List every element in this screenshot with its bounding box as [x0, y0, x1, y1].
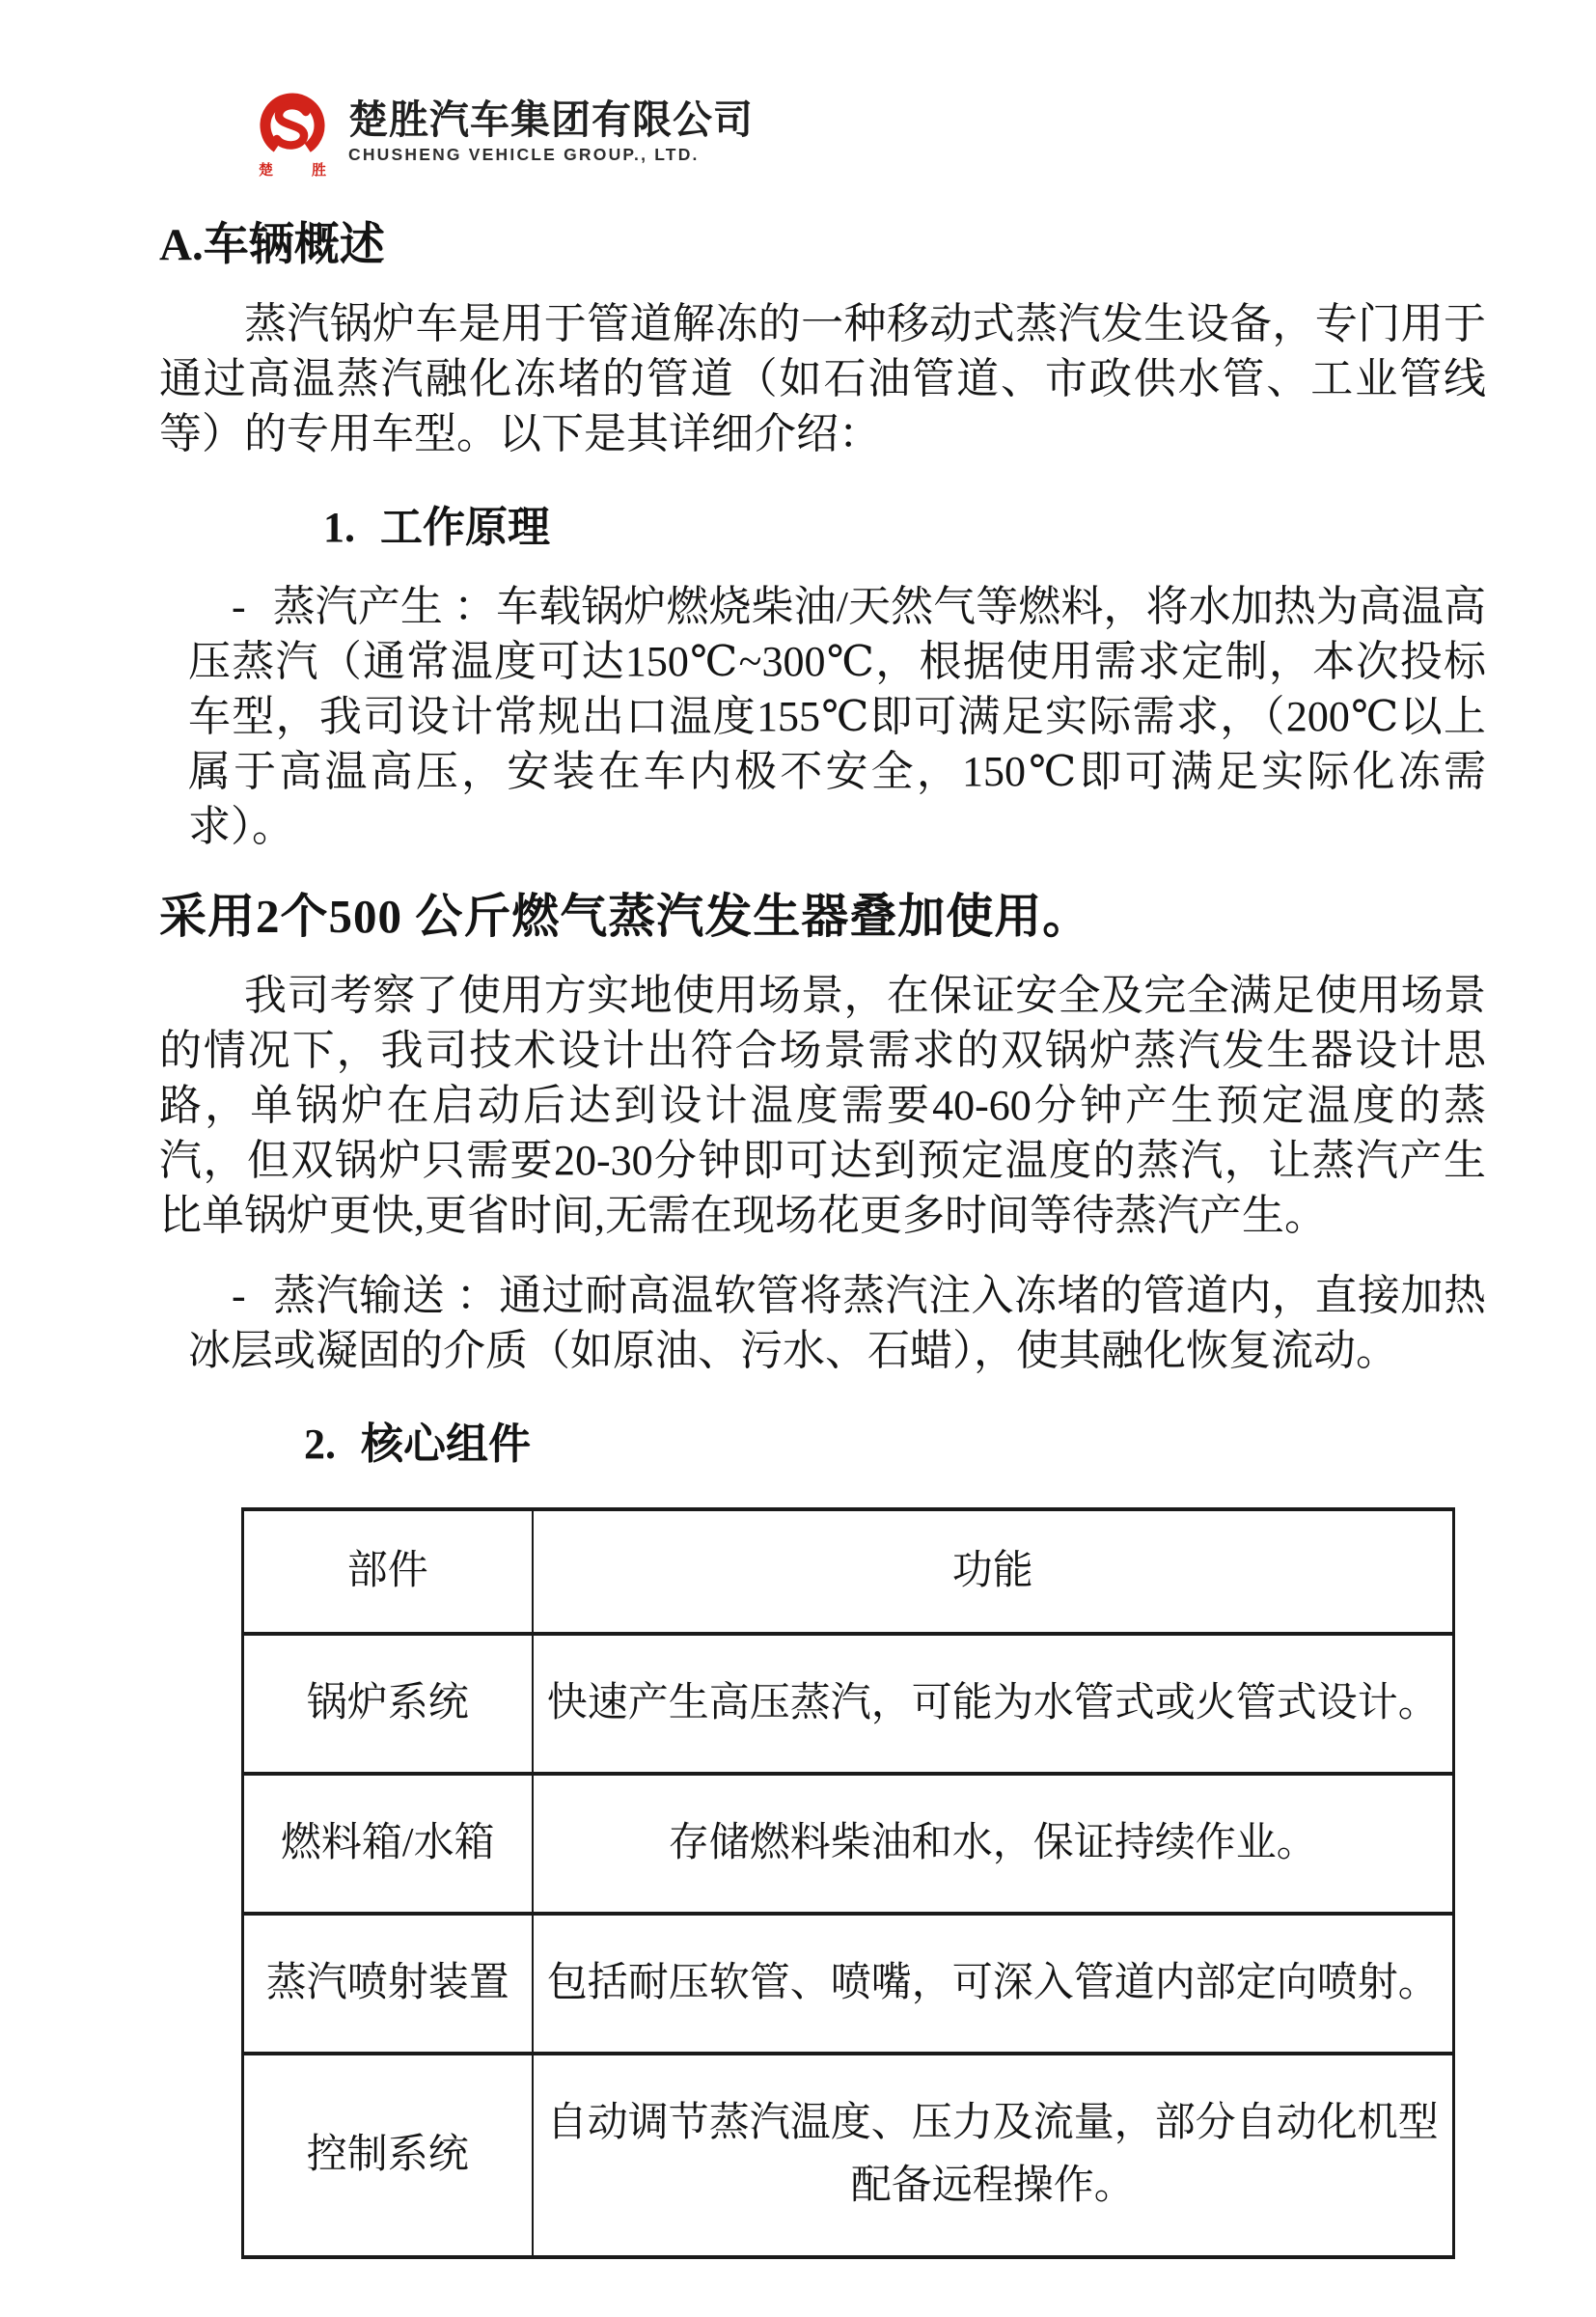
scenario-paragraph: 我司考察了使用方实地使用场景，在保证安全及完全满足使用场景的情况下，我司技术设计出符合场景需求的双锅炉蒸汽发生器设计思路，单锅炉在启动后达到设计温度需要40-60分钟产生预定温度的蒸汽，但双锅炉只需要20-30分钟即可达到预定温度的蒸汽，让蒸汽产生比单锅炉更快,更省时间,无需在现场花更多时间等待蒸汽产生。 [159, 972, 1486, 1239]
logo-text [348, 89, 754, 165]
section-2-title: 核心组件 [361, 1421, 531, 1468]
bullet-dash: - [232, 583, 246, 630]
table-row [243, 2054, 1454, 2256]
section-a-heading: A.车辆概述 [159, 220, 385, 270]
table-header-row [243, 1509, 1454, 1634]
emphasis-heading: 采用2个500 公斤燃气蒸汽发生器叠加使用。 [159, 890, 1091, 943]
logo-mark-char-right: 胜 [311, 163, 326, 179]
intro-paragraph: 蒸汽锅炉车是用于管道解冻的一种移动式蒸汽发生设备，专门用于通过高温蒸汽融化冻堵的管道（如石油管道、市政供水管、工业管线等）的专用车型。以下是其详细介绍： [159, 300, 1486, 457]
table-body [243, 1634, 1454, 2256]
logo-ring-icon [254, 89, 331, 164]
company-name-cn: 楚胜汽车集团有限公司 [348, 97, 754, 142]
function-cell: 存储燃料柴油和水，保证持续作业。 [533, 1774, 1454, 1914]
function-cell: 包括耐压软管、喷嘴，可深入管道内部定向喷射。 [533, 1914, 1454, 2054]
component-cell: 锅炉系统 [243, 1634, 533, 1774]
section-1-title: 工作原理 [380, 504, 550, 551]
section-1-number: 1. [323, 504, 355, 551]
component-cell: 控制系统 [243, 2054, 533, 2256]
table-header-component: 部件 [243, 1509, 533, 1634]
bullet-steam-delivery-text: 蒸汽输送 ：通过耐高温软管将蒸汽注入冻堵的管道内，直接加热冰层或凝固的介质（如原油、污水、石蜡），使其融化恢复流动。 [188, 1272, 1486, 1374]
section-2-heading [304, 1409, 1486, 1471]
bullet-steam-generation-text: 蒸汽产生 ：车载锅炉燃烧柴油/天然气等燃料，将水加热为高温高压蒸汽（通常温度可达150℃~300℃，根据使用需求定制，本次投标车型，我司设计常规出口温度155℃即可满足实际需求，（200℃以上属于高温高压，安装在车内极不安全，150℃即可满足实际化冻需求）。 [188, 583, 1486, 850]
company-logo [254, 89, 1486, 179]
table-header-function: 功能 [533, 1509, 1454, 1634]
function-cell: 快速产生高压蒸汽，可能为水管式或火管式设计。 [533, 1634, 1454, 1774]
company-name-en: CHUSHENG VEHICLE GROUP., LTD. [348, 145, 700, 165]
bullet-steam-delivery [188, 1268, 1486, 1378]
logo-mark-char-left: 楚 [259, 163, 274, 179]
components-table [241, 1507, 1455, 2259]
table-row [243, 1914, 1454, 2054]
bullet-dash: - [232, 1272, 246, 1319]
logo-mark [254, 89, 331, 179]
function-cell: 自动调节蒸汽温度、压力及流量，部分自动化机型配备远程操作。 [533, 2054, 1454, 2256]
section-2-number: 2. [304, 1421, 336, 1468]
table-row [243, 1774, 1454, 1914]
bullet-steam-generation [188, 579, 1486, 854]
table-row [243, 1634, 1454, 1774]
component-cell: 燃料箱/水箱 [243, 1774, 533, 1914]
section-1-heading [323, 492, 1486, 554]
component-cell: 蒸汽喷射装置 [243, 1914, 533, 2054]
